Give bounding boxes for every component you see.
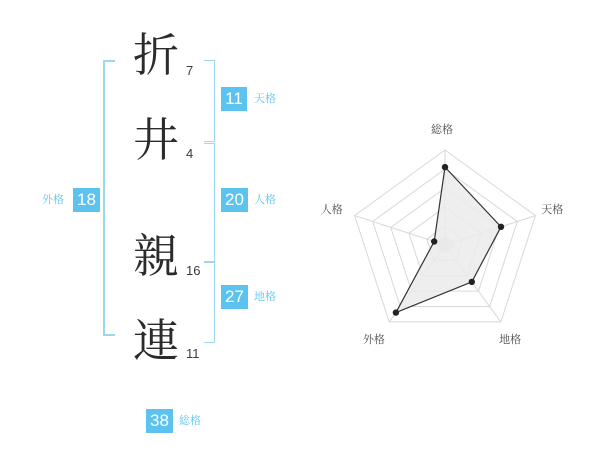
radar-axis-label-chikaku: 地格	[499, 333, 522, 346]
stroke-count: 16	[186, 263, 201, 278]
name-character: 親	[133, 229, 179, 283]
jinkaku-label: 人格	[254, 194, 276, 206]
tenkaku-label: 天格	[254, 93, 276, 105]
soukaku-score-badge: 38	[146, 409, 173, 433]
chikaku-score-badge: 27	[221, 285, 248, 309]
name-character: 折	[133, 28, 179, 82]
stroke-count: 7	[186, 63, 194, 78]
radar-axis-label-tenkaku: 天格	[541, 204, 564, 217]
radar-axis-label-jinkaku: 人格	[320, 204, 343, 217]
radar-axis-label-gaikaku: 外格	[362, 333, 385, 346]
tenkaku-bracket	[204, 60, 215, 142]
stroke-count: 11	[186, 346, 200, 361]
chikaku-bracket	[204, 261, 215, 343]
gaikaku-label: 外格	[42, 194, 64, 206]
tenkaku-score-badge: 11	[221, 87, 247, 111]
name-character: 井	[133, 113, 179, 167]
chikaku-label: 地格	[254, 291, 276, 303]
gaikaku-bracket	[103, 60, 115, 336]
jinkaku-score-badge: 20	[221, 188, 248, 212]
stroke-count: 4	[186, 146, 194, 161]
jinkaku-bracket	[204, 143, 215, 263]
radar-axis-label-soukaku: 総格	[431, 124, 453, 137]
name-character: 連	[133, 314, 179, 368]
soukaku-label: 総格	[179, 415, 201, 427]
radar-chart-svg	[310, 0, 600, 470]
gaikaku-score-badge: 18	[73, 188, 100, 212]
radar-chart	[310, 0, 600, 470]
